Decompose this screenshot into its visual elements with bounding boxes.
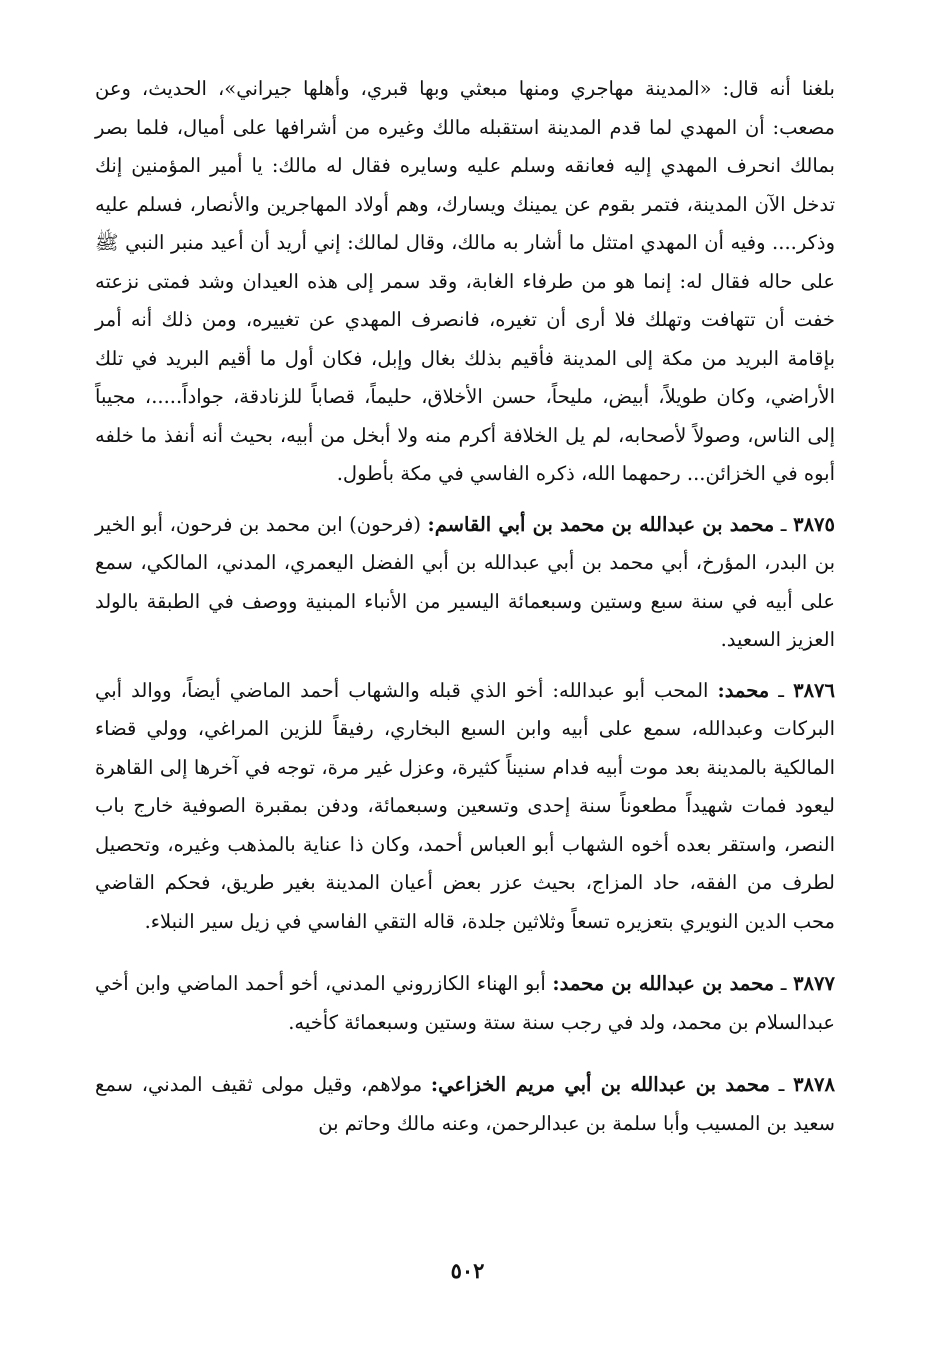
entry-number: ٣٨٧٥ (793, 512, 835, 536)
entry-heading: محمد بن عبدالله بن محمد: (552, 972, 775, 995)
entry-3875 (95, 506, 835, 660)
entry-dash: ـ (774, 972, 794, 995)
entry-dash: ـ (769, 678, 794, 702)
entry-number: ٣٨٧٦ (793, 678, 835, 702)
entry-text: المحب أبو عبدالله: أخو الذي قبله والشهاب أحمد الماضي أيضاً، ووالد أبي البركات وعبدالله، سمع على أبيه وابن السبع البخاري، رفيقاً للزين المراغي، وولي قضاء المالكية بالمدينة بعد موت أبيه فدام سنيناً كثيرة، وعزل غير مرة، توجه في آخرها إلى القاهرة ليعود فمات شهيداً مطعوناً سنة إحدى وتسعين وسبعمائة، ودفن بمقبرة الصوفية خارج باب النصر، واستقر بعده أخوه الشهاب أبو العباس أحمد، وكان ذا عناية بالمذهب وغيره، وتحصيل لطرف من الفقه، حاد المزاج، بحيث عزر بعض أعيان المدينة بغير طريق، فحكم القاضي محب الدين النويري بتعزيره تسعاً وثلاثين جلدة، قاله التقي الفاسي في زيل سير النبلاء. (95, 678, 835, 933)
entry-text: (فرحون) ابن محمد بن فرحون، أبو الخير بن البدر، المؤرخ، أبي محمد بن أبي عبدالله بن أبي الفضل اليعمري، المدني، المالكي، سمع على أبيه في سنة سبع وستين وسبعمائة اليسير من الأنباء المبنية ووصف في الطبقة بالولد العزيز السعيد. (95, 512, 835, 651)
entry-number: ٣٨٧٨ (793, 1073, 835, 1096)
entry-3876 (95, 672, 835, 942)
entry-text: مولاهم، وقيل مولى ثقيف المدني، سمع سعيد بن المسيب وأبا سلمة بن عبدالرحمن، وعنه مالك وحاتم بن (95, 1073, 835, 1135)
page-number: ٥٠٢ (450, 1258, 485, 1283)
entry-3877 (95, 965, 835, 1042)
entry-dash: ـ (769, 1073, 794, 1096)
entry-heading: محمد: (717, 678, 770, 702)
document-body (95, 70, 835, 1143)
entry-heading: محمد بن عبدالله بن محمد بن أبي القاسم: (427, 512, 775, 536)
entry-3878 (95, 1066, 835, 1143)
entry-dash: ـ (774, 512, 794, 536)
intro-paragraph: بلغنا أنه قال: «المدينة مهاجري ومنها مبعثي وبها قبري، وأهلها جيراني»، الحديث، وعن مصعب: أن المهدي لما قدم المدينة استقبله مالك وغيره من أشرافها على أميال، فلما بصر بمالك انحرف المهدي إليه فعانقه وسلم عليه وسايره فقال له مالك: يا أمير المؤمنين إنك تدخل الآن المدينة، فتمر بقوم عن يمينك ويسارك، وهم أولاد المهاجرين والأنصار، فسلم عليه وذكر.... وفيه أن المهدي امتثل ما أشار به مالك، وقال لمالك: إني أريد أن أعيد منبر النبي ﷺ على حاله فقال له: إنما هو من طرفاء الغابة، وقد سمر إلى هذه العيدان وشد فمتى نزعته خفت أن تتهافت وتهلك فلا أرى أن تغيره، فانصرف المهدي عن تغييره، ومن ذلك أنه أمر بإقامة البريد من مكة إلى المدينة فأقيم بذلك بغال وإبل، فكان أول ما أقيم البريد في تلك الأراضي، وكان طويلاً، أبيض، مليحاً، حسن الأخلاق، حليماً، قصاباً للزنادقة، جواداً.....، مجيباً إلى الناس، وصولاً لأصحابه، لم يل الخلافة أكرم منه ولا أبخل من أبيه، بحيث أنه أنفذ ما خلفه أبوه في الخزائن... رحمهما الله، ذكره الفاسي في مكة بأطول. (95, 77, 835, 485)
entry-number: ٣٨٧٧ (793, 972, 835, 995)
entry-heading: محمد بن عبدالله بن أبي مريم الخزاعي: (430, 1073, 770, 1096)
entry-text: أبو الهناء الكازروني المدني، أخو أحمد الماضي وابن أخي عبدالسلام بن محمد، ولد في رجب سنة ستة وستين وسبعمائة كأخيه. (95, 972, 835, 1034)
